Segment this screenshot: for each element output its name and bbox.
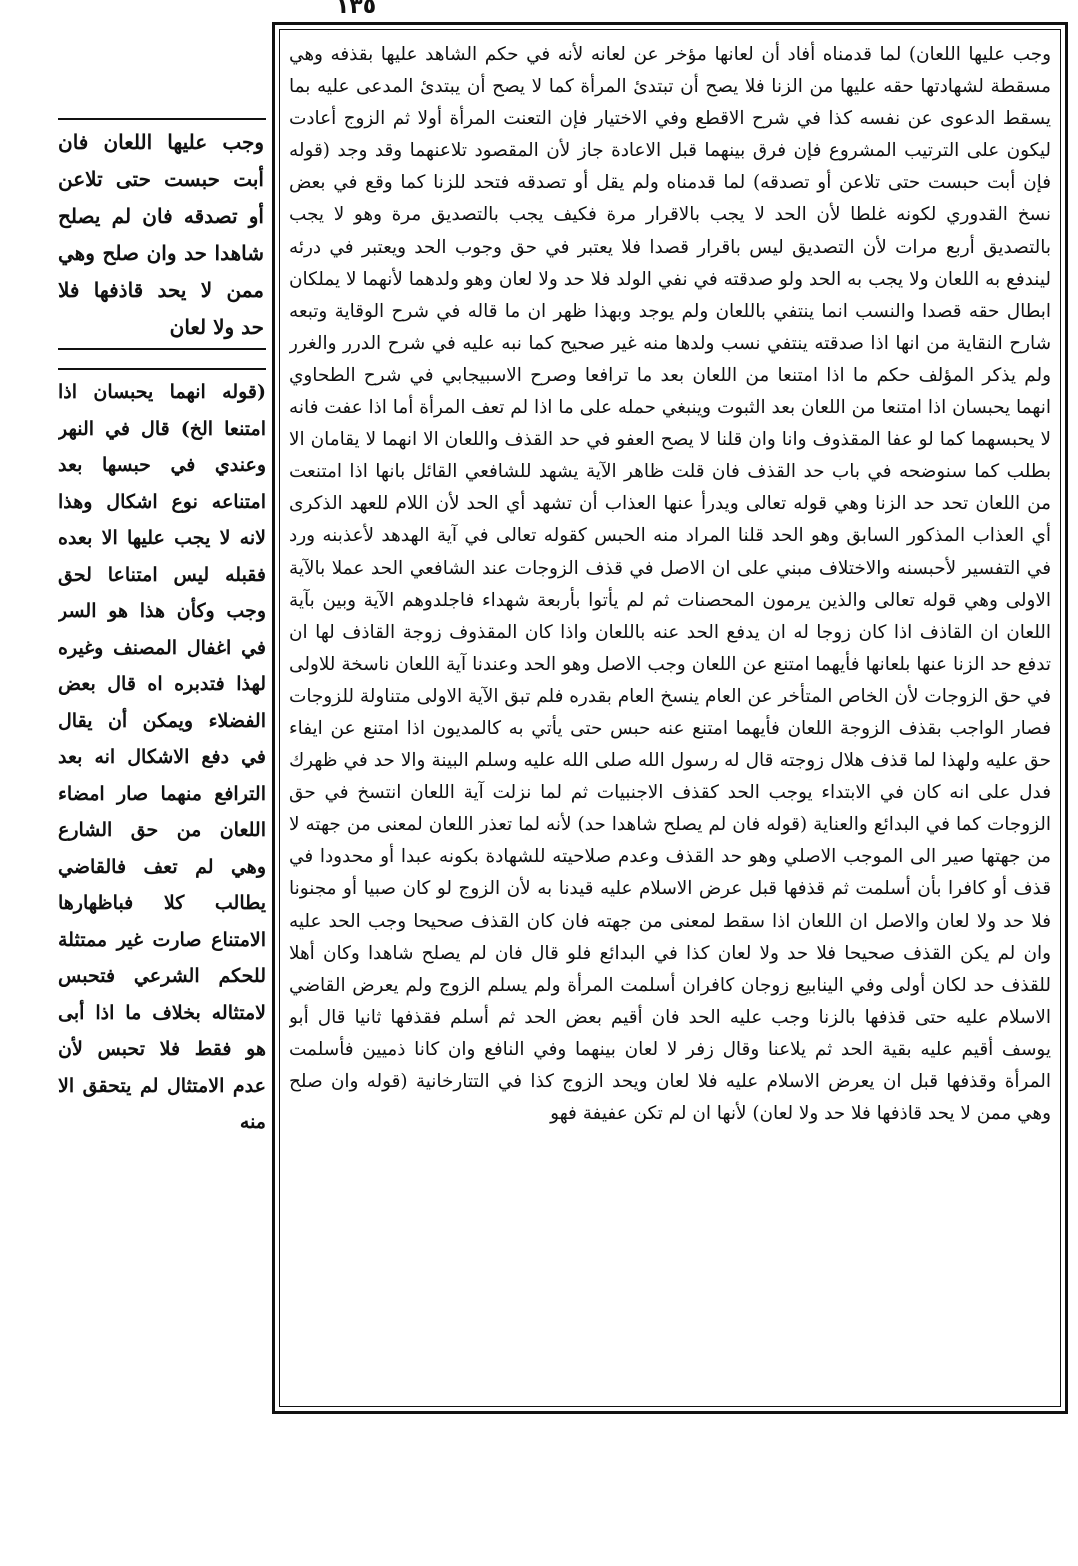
main-text-paragraph: وجب عليها اللعان) لما قدمناه أفاد أن لعانها مؤخر عن لعانه لأنه في حكم الشاهد عليها بقذفه وهي مسقطة لشهادتها حقه عليها من الزنا فلا يصح أن تبتدئ المرأة كما لا يصح أن يبتدئ المدعى عليه بما يسقط الدعوى عن نفسه كذا في شرح الاقطع وفي الاختيار فإن التعنت المرأة أولا ثم الزوج أعادت ليكون على الترتيب المشروع فإن فرق بينهما قبل الاعادة جاز لأن المقصود تلاعنهما وقد وجد (قوله فإن أبت حبست حتى تلاعن أو تصدقه) لما قدمناه ولم يقل أو تصدقه فتحد للزنا كما وقع في بعض نسخ القدوري لكونه غلطا لأن الحد لا يجب بالاقرار مرة فكيف يجب بالتصديق مرة وهو لا يجب بالتصديق أربع مرات لأن التصديق ليس باقرار قصدا فلا يعتبر في حق وجوب الحد ويعتبر في درئه ليندفع به اللعان ولا يجب به الحد ولو صدقته في نفي الولد فلا حد ولا لعان وهو ولدهما لأنهما لا يملكان ابطال حقه قصدا والنسب انما ينتفي باللعان ولم يوجد وبهذا ظهر ان ما قاله في شرح الوقاية وتبعه شارح النقاية من انها اذا صدقته ينتفي نسب ولدها منه غير صحيح كما نبه عليه في شرح الدرر والغرر ولم يذكر المؤلف حكم ما اذا امتنعا من اللعان بعد ما ترافعا وصرح الاسبيجابي في شرح الطحاوي انهما يحبسان اذا امتنعا من اللعان بعد الثبوت وينبغي حمله على ما اذا لم تعف المرأة أما اذا عفت فانه لا يحبسهما كما لو عفا المقذوف وانا وان قلنا لا يصح العفو في حد القذف واللعان الا انهما لا يقامان الا بطلب كما سنوضحه في باب حد القذف فان قلت ظاهر الآية يشهد للشافعي القائل بانها اذا امتنعت من اللعان تحد حد الزنا وهي قوله تعالى ويدرأ عنها العذاب أن تشهد أي الحد لأن اللام للعهد الذكرى أي العذاب المذكور السابق وهو الحد قلنا المراد منه الحبس كقوله تعالى في آية الهدهد لأعذبنه ورد في التفسير لأحبسنه والاختلاف مبني على ان الاصل في قذف الزوجات عند الشافعي الحد عملا بالآية الاولى وهي قوله تعالى والذين يرمون المحصنات ثم لم يأتوا بأربعة شهداء فاجلدوهم الآية وبين بآية اللعان ان القاذف اذا كان زوجا له ان يدفع الحد عنه باللعان واذا كان المقذوف زوجة القاذف لها ان تدفع حد الزنا عنها بلعانها فأيهما امتنع عن اللعان وجب الاصل وهو الحد وعندنا آية اللعان ناسخة للاولى في حق الزوجات لأن الخاص المتأخر عن العام ينسخ العام بقدره فلم تبق الآية الاولى متناولة للزوجات فصار الواجب بقذف الزوجة اللعان فأيهما امتنع عنه حبس حتى يأتي به كالمديون اذا امتنع عن ايفاء حق عليه ولهذا لما قذف هلال زوجته قال له رسول الله صلى الله عليه وسلم البينة والا حد في ظهرك فدل على انه كان في الابتداء يوجب الحد كقذف الاجنبيات ثم لما نزلت آية اللعان انتسخ في حق الزوجات كما في البدائع والعناية (قوله فان لم يصلح شاهدا حد) لأنه لما تعذر اللعان لمعنى من جهته لا من جهتها صير الى الموجب الاصلي وهو حد القذف وعدم صلاحيته للشهادة بكونه عبدا أو محدودا في قذف أو كافرا بأن أسلمت ثم قذفها قبل عرض الاسلام عليه قيدنا به لأن الزوج لو كان صبيا أو مجنونا فلا حد ولا لعان والاصل ان اللعان اذا سقط لمعنى من جهته فان كان القذف صحيحا وجب الحد عليه وان لم يكن القذف صحيحا فلا حد ولا لعان كذا في البدائع فلو قال فان لم يصلح شاهدا وكان أهلا للقذف حد لكان أولى وفي الينابيع زوجان كافران أسلمت المرأة ولم يسلم الزوج ولم يعرض القاضي الاسلام عليه حتى قذفها بالزنا وجب عليه الحد فان أقيم بعض الحد ثم أسلم فقذفها ثانيا قال أبو يوسف أقيم عليه بقية الحد ثم يلاعنا وقال زفر لا لعان بينهما وفي النافع وان كانا ذميين فأسلمت المرأة وقذفها قبل ان يعرض الاسلام عليه فلا لعان ويحد الزوج كذا في التتارخانية (قوله وان صلح وهي ممن لا يحد قاذفها فلا حد ولا لعان) لأنها ان لم تكن عفيفة فهو: [289, 44, 1051, 1125]
main-text-frame: [272, 22, 1068, 1414]
main-text-block: [289, 39, 1051, 1401]
page-number: ١٣٥: [335, 0, 377, 19]
hashiya-text: (قوله انهما يحبسان اذا امتنعا الخ) قال في النهر وعندي في حبسها بعد امتناعه نوع اشكال وهذا لانه لا يجب عليها الا بعده فقبله ليس امتناعا لحق وجب وكأن هذا هو السر في اغفال المصنف وغيره لهذا فتدبره اه قال بعض الفضلاء ويمكن أن يقال في دفع الاشكال انه بعد الترافع منهما صار امضاء اللعان من حق الشارع وهي لم تعف فالقاضي يطالب كلا فباظهارها الامتناع صارت غير ممتثلة للحكم الشرعي فتحبس لامتثاله بخلاف ما اذا أبى هو فقط فلا تحبس لأن عدم الامتثال لم يتحقق الا منه: [58, 381, 266, 1133]
matn-text: وجب عليها اللعان فان أبت حبست حتى تلاعن أو تصدقه فان لم يصلح شاهدا حد وان صلح وهي ممن لا يحد قاذفها فلا حد ولا لعان: [58, 130, 264, 339]
hashiya-column: [58, 368, 266, 1248]
matn-column: [58, 118, 266, 350]
